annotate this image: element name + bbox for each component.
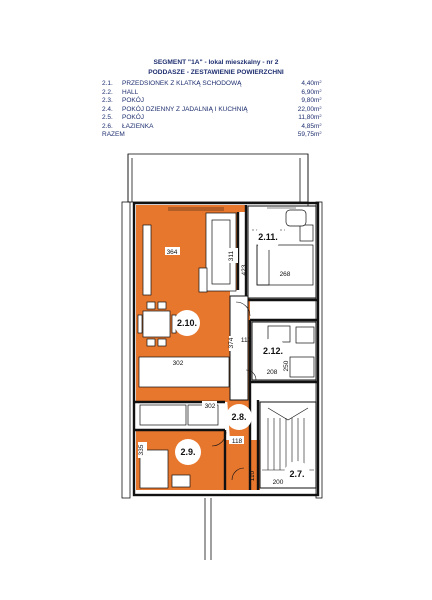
shelf bbox=[143, 225, 151, 295]
room-label-29: 2.9. bbox=[180, 447, 196, 457]
area-row-number: 2.2. bbox=[102, 88, 113, 96]
room-label-211: 2.11. bbox=[258, 232, 278, 242]
dim-208: 208 bbox=[266, 369, 278, 376]
area-row-number: 2.1. bbox=[102, 80, 113, 87]
area-row-value: 9,80 bbox=[301, 97, 314, 104]
area-total-row: RAZEM 59,75 $m^2$ bbox=[102, 130, 322, 138]
area-row-unit: $m^2$ bbox=[314, 96, 322, 104]
area-row-number: 2.6. bbox=[102, 122, 113, 130]
area-row-value: 11,80 bbox=[298, 114, 314, 121]
area-total-label: RAZEM bbox=[102, 131, 125, 138]
area-row-name: POKÓJ bbox=[122, 114, 145, 121]
area-row-number: 2.5. bbox=[102, 114, 113, 121]
dim-268: 268 bbox=[279, 271, 291, 278]
room-label-27: 2.7. bbox=[289, 469, 305, 479]
dining-table bbox=[143, 311, 170, 337]
dim-118: 118 bbox=[231, 438, 243, 445]
dim-423: 423 bbox=[241, 264, 248, 276]
dim-335: 335 bbox=[138, 444, 145, 456]
dim-200: 200 bbox=[272, 479, 284, 486]
area-row-number: 2.3. bbox=[102, 97, 113, 104]
dim-110-stair: 110 bbox=[249, 470, 256, 482]
dim-302-room: 302 bbox=[204, 403, 216, 410]
area-row-unit: $m^2$ bbox=[314, 113, 322, 121]
area-total-value: 59,75 bbox=[297, 131, 314, 138]
area-row-value: 4,85 bbox=[301, 122, 314, 130]
area-row-name: PRZEDSIONEK Z KLATKĄ SCHODOWĄ bbox=[122, 80, 242, 87]
area-row-value: 22,00 bbox=[297, 105, 314, 113]
area-row-name: POKÓJ DZIENNY Z JADALNIĄ I KUCHNIĄ bbox=[122, 105, 248, 113]
dim-250: 250 bbox=[283, 360, 290, 372]
wardrobe bbox=[140, 405, 186, 425]
plan-subtitle: PODDASZE - ZESTAWIENIE POWIERZCHNI bbox=[148, 69, 284, 76]
area-row-name: HALL bbox=[122, 88, 139, 96]
area-row-unit: $m^2$ bbox=[314, 104, 322, 113]
area-row-value: 6,90 bbox=[301, 88, 314, 96]
bathtub bbox=[290, 357, 314, 377]
room-label-212: 2.12. bbox=[262, 346, 284, 356]
area-row-number: 2.4. bbox=[102, 105, 113, 113]
room-label-28: 2.8. bbox=[231, 412, 247, 422]
dim-302-kitchen: 302 bbox=[172, 360, 184, 367]
area-row-unit: $m^2$ bbox=[314, 87, 322, 96]
area-row-value: 4,40 bbox=[301, 80, 314, 87]
room-label-210: 2.10. bbox=[176, 318, 198, 328]
dim-374: 374 bbox=[228, 337, 235, 349]
area-row-name: POKÓJ bbox=[122, 97, 145, 104]
area-row-unit: $m^2$ bbox=[314, 121, 322, 130]
dim-311: 311 bbox=[228, 250, 235, 262]
plan-title: SEGMENT "1A" - lokal mieszkalny - nr 2 bbox=[153, 59, 279, 66]
area-row-unit: $m^2$ bbox=[314, 79, 322, 87]
double-bed bbox=[257, 245, 313, 285]
dim-110: 110 bbox=[240, 337, 252, 344]
area-row-name: ŁAZIENKA bbox=[122, 122, 154, 130]
dim-364: 364 bbox=[166, 249, 178, 256]
